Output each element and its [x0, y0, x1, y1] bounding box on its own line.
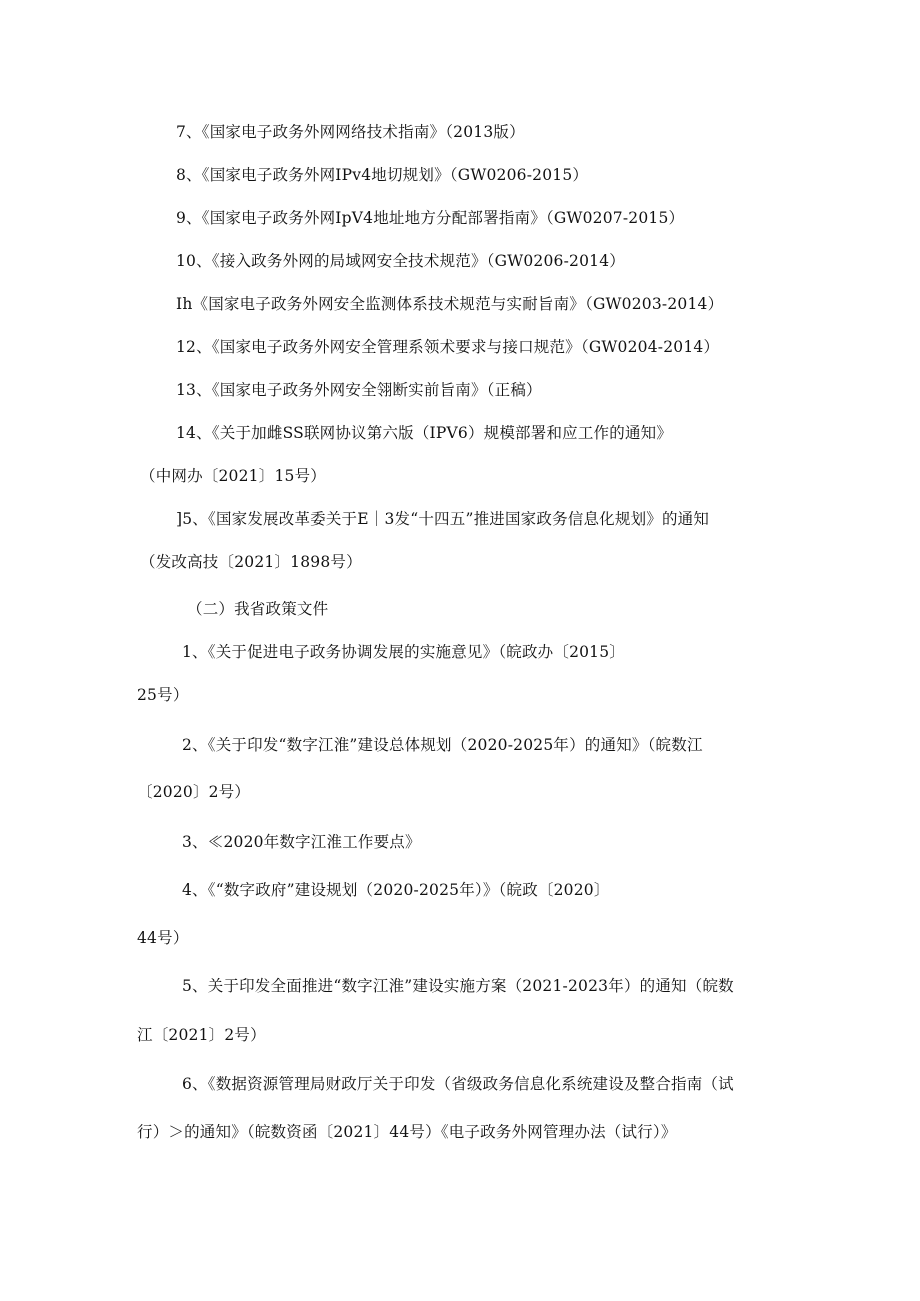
text-line-8: 14、《关于加雌SS联网协议第六版（IPV6）规模部署和应工作的通知》 [176, 424, 673, 442]
text-line-20: 5、关于印发全面推进“数字江淮”建设实施方案（2021-2023年）的通知（皖数 [182, 977, 734, 995]
text-line-2: 8、《国家电子政务外网IPv4地切规划》（GW0206-2015） [176, 166, 589, 184]
text-line-22: 6、《数据资源管理局财政厅关于印发（省级政务信息化系统建设及整合指南（试 [182, 1075, 734, 1093]
text-line-19: 44号） [137, 929, 189, 947]
text-line-15: 2、《关于印发“数字江淮”建设总体规划（2020-2025年）的通知》（皖数江 [182, 736, 703, 754]
text-line-10: ]5、《国家发展改革委关于E｜3发“十四五”推进国家政务信息化规划》的通知 [176, 510, 710, 528]
text-line-1: 7、《国家电子政务外网网络技术指南》（2013版） [176, 123, 525, 141]
text-line-14: 25号） [137, 686, 189, 704]
text-line-5: Ih《国家电子政务外网安全监测体系技术规范与实耐旨南》（GW0203-2014） [176, 295, 724, 313]
text-line-11: （发改高技〔2021〕1898号） [140, 553, 362, 571]
section-heading: （二）我省政策文件 [187, 600, 329, 618]
text-line-21: 江〔2021〕2号） [137, 1026, 266, 1044]
text-line-17: 3、≪2020年数字江淮工作要点》 [182, 833, 421, 851]
text-line-9: （中网办〔2021〕15号） [140, 467, 326, 485]
text-line-23: 行）＞的通知》（皖数资函〔2021〕44号）《电子政务外网管理办法（试行）》 [137, 1123, 677, 1141]
text-line-18: 4、《“数字政府”建设规划（2020-2025年）》（皖政〔2020〕 [182, 881, 610, 899]
text-line-13: 1、《关于促进电子政务协调发展的实施意见》（皖政办〔2015〕 [182, 643, 626, 661]
text-line-4: 10、《接入政务外网的局域网安全技术规范》（GW0206-2014） [176, 252, 625, 270]
text-line-3: 9、《国家电子政务外网IpV4地址地方分配部署指南》（GW0207-2015） [176, 209, 685, 227]
text-line-7: 13、《国家电子政务外网安全翎断实前旨南》（正稿） [176, 381, 542, 399]
text-line-16: 〔2020〕2号） [137, 783, 251, 801]
text-line-6: 12、《国家电子政务外网安全管理系领术要求与接口规范》（GW0204-2014） [176, 338, 720, 356]
